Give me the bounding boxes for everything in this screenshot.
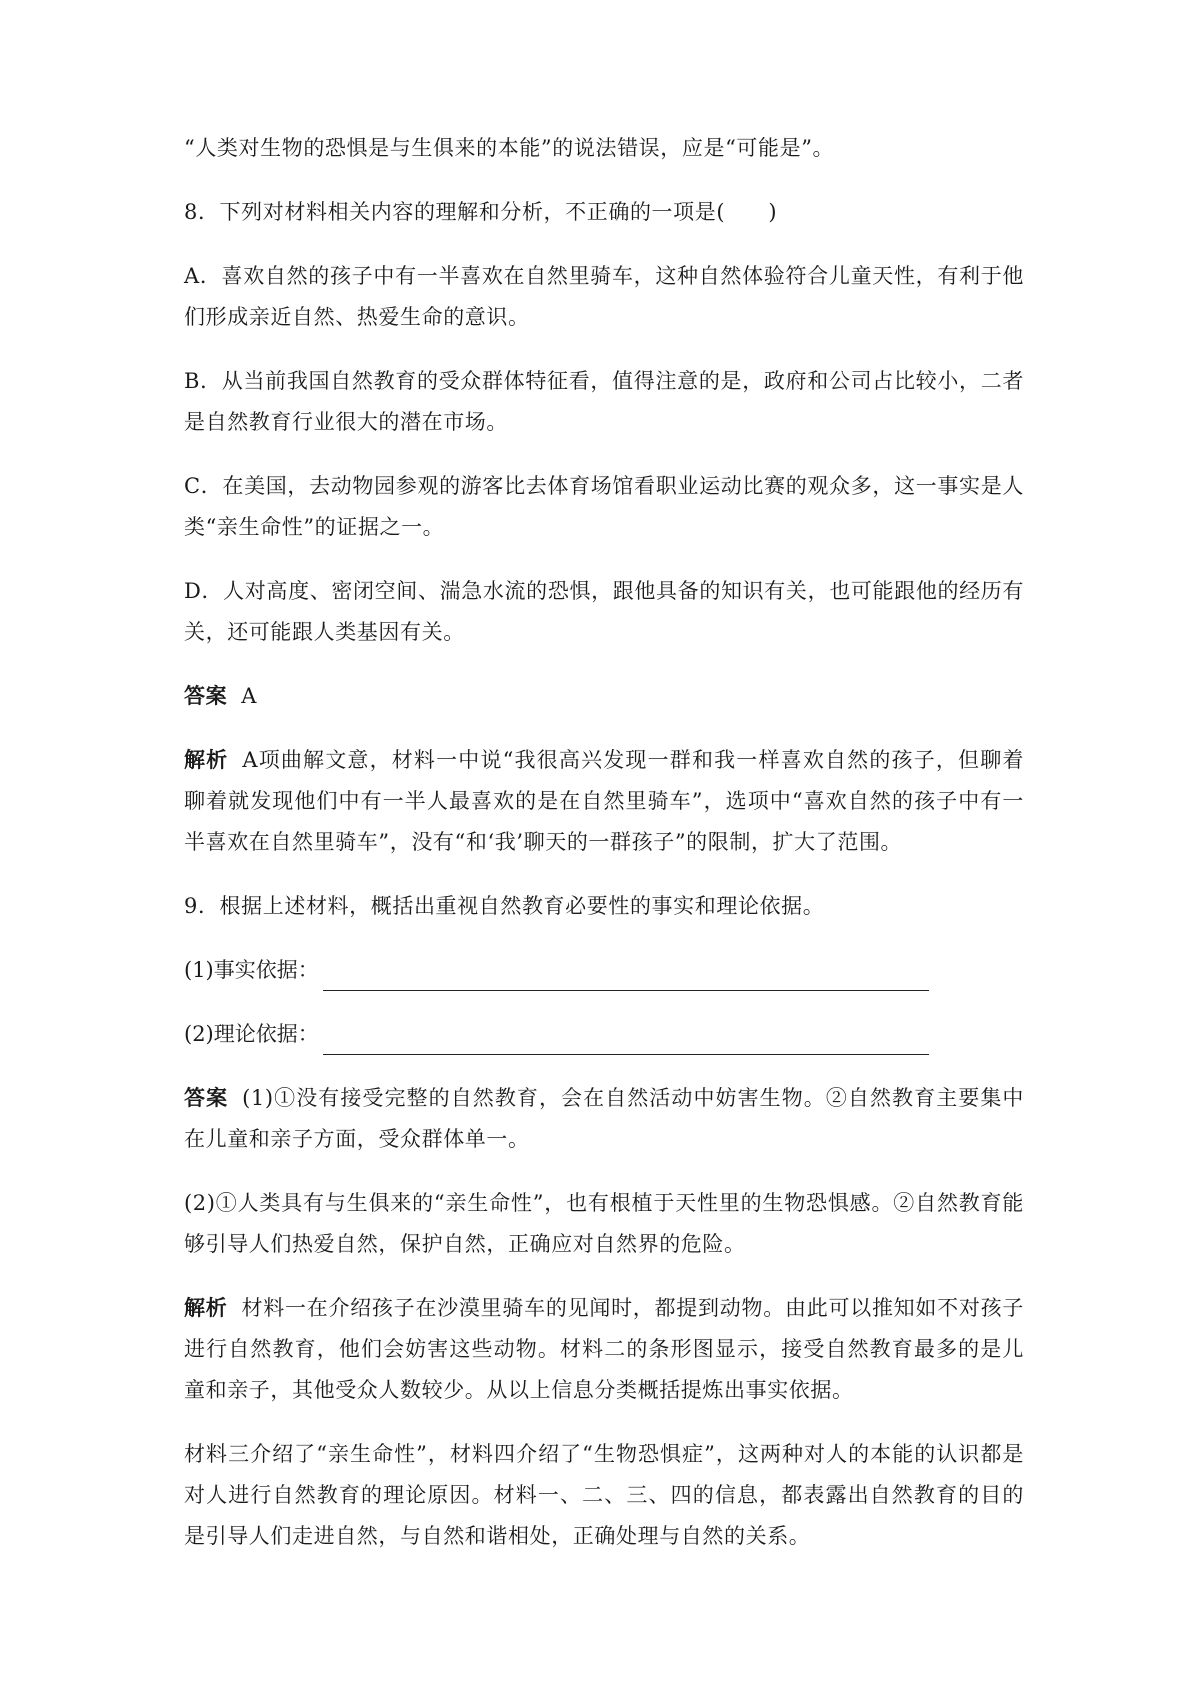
question-9-answer-2: (2)①人类具有与生俱来的“亲生命性”，也有根植于天性里的生物恐惧感。②自然教育能够引导人们热爱自然，保护自然，正确应对自然界的危险。 [184,1191,1024,1256]
fill-label-fact: (1)事实依据： [184,958,319,982]
answer-label: 答案 [184,684,228,708]
question-8-option-b: B．从当前我国自然教育的受众群体特征看，值得注意的是，政府和公司占比较小，二者是自然教育行业很大的潜在市场。 [184,369,1024,434]
question-9-answer-1 [184,1078,1024,1160]
answer-text: (1)①没有接受完整的自然教育，会在自然活动中妨害生物。②自然教育主要集中在儿童和亲子方面，受众群体单一。 [184,1086,1024,1151]
fill-line-theory [184,1014,1024,1055]
question-8-stem: 8．下列对材料相关内容的理解和分析，不正确的一项是( ) [184,200,778,224]
answer-value: A [241,684,257,708]
answer-blank-fact[interactable] [323,962,929,991]
question-8-analysis [184,740,1024,863]
intro-note: “人类对生物的恐惧是与生俱来的本能”的说法错误，应是“可能是”。 [184,136,835,160]
analysis-label: 解析 [184,1296,228,1320]
document-page [184,128,1024,1580]
question-9-analysis-1 [184,1288,1024,1411]
question-9-stem: 9．根据上述材料，概括出重视自然教育必要性的事实和理论依据。 [184,894,825,918]
analysis-text: A项曲解文意，材料一中说“我很高兴发现一群和我一样喜欢自然的孩子，但聊着聊着就发现他们中有一半人最喜欢的是在自然里骑车”，选项中“喜欢自然的孩子中有一半喜欢在自然里骑车”，没有“和‘我’聊天的一群孩子”的限制，扩大了范围。 [184,748,1025,854]
question-8-option-a: A．喜欢自然的孩子中有一半喜欢在自然里骑车，这种自然体验符合儿童天性，有利于他们形成亲近自然、热爱生命的意识。 [184,264,1024,329]
fill-line-fact [184,950,1024,991]
answer-label: 答案 [184,1086,229,1110]
analysis-label: 解析 [184,748,229,772]
answer-blank-theory[interactable] [323,1026,929,1055]
question-8-option-d: D．人对高度、密闭空间、湍急水流的恐惧，跟他具备的知识有关，也可能跟他的经历有关，还可能跟人类基因有关。 [184,579,1024,644]
question-8-answer [184,676,1024,717]
fill-label-theory: (2)理论依据： [184,1022,319,1046]
analysis-text: 材料一在介绍孩子在沙漠里骑车的见闻时，都提到动物。由此可以推知如不对孩子进行自然教育，他们会妨害这些动物。材料二的条形图显示，接受自然教育最多的是儿童和亲子，其他受众人数较少。从以上信息分类概括提炼出事实依据。 [184,1296,1024,1402]
question-9-analysis-2: 材料三介绍了“亲生命性”，材料四介绍了“生物恐惧症”，这两种对人的本能的认识都是对人进行自然教育的理论原因。材料一、二、三、四的信息，都表露出自然教育的目的是引导人们走进自然，与自然和谐相处，正确处理与自然的关系。 [184,1442,1024,1548]
question-8-option-c: C．在美国，去动物园参观的游客比去体育场馆看职业运动比赛的观众多，这一事实是人类“亲生命性”的证据之一。 [184,474,1024,539]
